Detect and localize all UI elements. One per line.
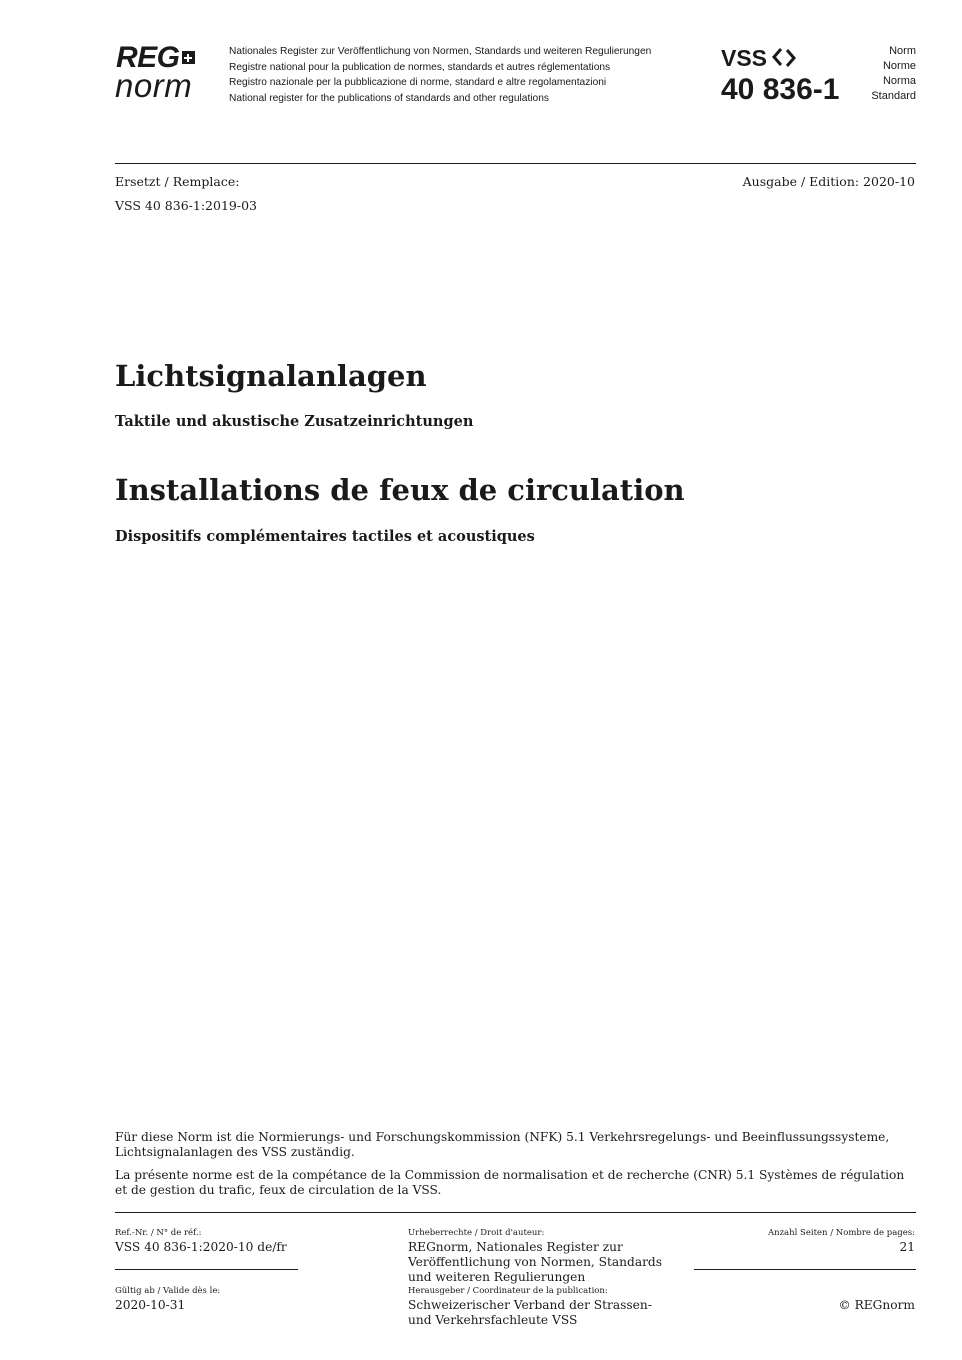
replaces-label: Ersetzt / Remplace: <box>115 174 240 189</box>
register-description <box>229 44 651 106</box>
standard-type-de: Norm <box>889 45 916 57</box>
subtitle-french: Dispositifs complémentaires tactiles et acoustiques <box>115 528 535 545</box>
edition-info: Ausgabe / Edition: 2020-10 <box>742 174 915 189</box>
title-german: Lichtsignalanlagen <box>115 359 427 393</box>
page-count-label: Anzahl Seiten / Nombre de pages: <box>767 1228 915 1238</box>
copyright-label: Urheberrechte / Droit d'auteur: <box>408 1228 545 1238</box>
regnorm-logo-bottom: norm <box>115 67 193 104</box>
publisher-label: Herausgeber / Coordinateur de la publication: <box>408 1286 608 1296</box>
copyright-value: REGnorm, Nationales Register zur Veröffentlichung von Normen, Standards und weiteren Regulierungen <box>408 1240 662 1284</box>
valid-from-label: Gültig ab / Valide dès le: <box>115 1286 221 1296</box>
swiss-cross-icon <box>182 51 195 64</box>
standard-type-list <box>871 44 916 104</box>
page-count-value: 21 <box>899 1240 915 1254</box>
page-count-divider <box>694 1269 916 1270</box>
vss-logo-text: VSS <box>721 45 768 71</box>
header-divider <box>115 163 916 164</box>
title-french: Installations de feux de circulation <box>115 473 685 507</box>
register-line-en: National register for the publications of standards and other regulations <box>229 92 549 104</box>
standard-number: 40 836-1 <box>721 73 840 106</box>
responsibility-german: Für diese Norm ist die Normierungs- und Forschungskommission (NFK) 5.1 Verkehrsregelungs- und Beeinflussungssysteme, Lichtsignalanlagen des VSS zuständig. <box>115 1130 890 1159</box>
vss-chevron-icon <box>772 46 798 70</box>
replaces-value: VSS 40 836-1:2019-03 <box>115 198 257 213</box>
valid-from-value: 2020-10-31 <box>115 1298 186 1312</box>
register-line-it: Registro nazionale per la pubblicazione di norme, standard e altre regolamentazioni <box>229 77 607 88</box>
reference-value: VSS 40 836-1:2020-10 de/fr <box>115 1240 287 1254</box>
copyright-mark: © REGnorm <box>838 1298 915 1312</box>
responsibility-french: La présente norme est de la compétance de la Commission de normalisation et de recherche (CNR) 5.1 Systèmes de régulation et de gestion du trafic, feux de circulation de la VSS. <box>115 1168 905 1197</box>
standard-type-it: Norma <box>882 75 916 87</box>
reference-divider <box>115 1269 298 1270</box>
subtitle-german: Taktile und akustische Zusatzeinrichtungen <box>115 413 474 430</box>
standard-type-fr: Norme <box>882 60 916 72</box>
logo-text-reg: REG <box>116 41 180 74</box>
register-line-de: Nationales Register zur Veröffentlichung von Normen, Standards und weiteren Regulierungen <box>229 46 652 57</box>
register-line-fr: Registre national pour la publication de normes, standards et autres réglementations <box>229 61 611 73</box>
reference-label: Ref.-Nr. / N° de réf.: <box>115 1228 202 1238</box>
publisher-value: Schweizerischer Verband der Strassen- und Verkehrsfachleute VSS <box>408 1298 652 1327</box>
footer-divider <box>115 1212 916 1213</box>
standard-type-en: Standard <box>871 90 916 102</box>
